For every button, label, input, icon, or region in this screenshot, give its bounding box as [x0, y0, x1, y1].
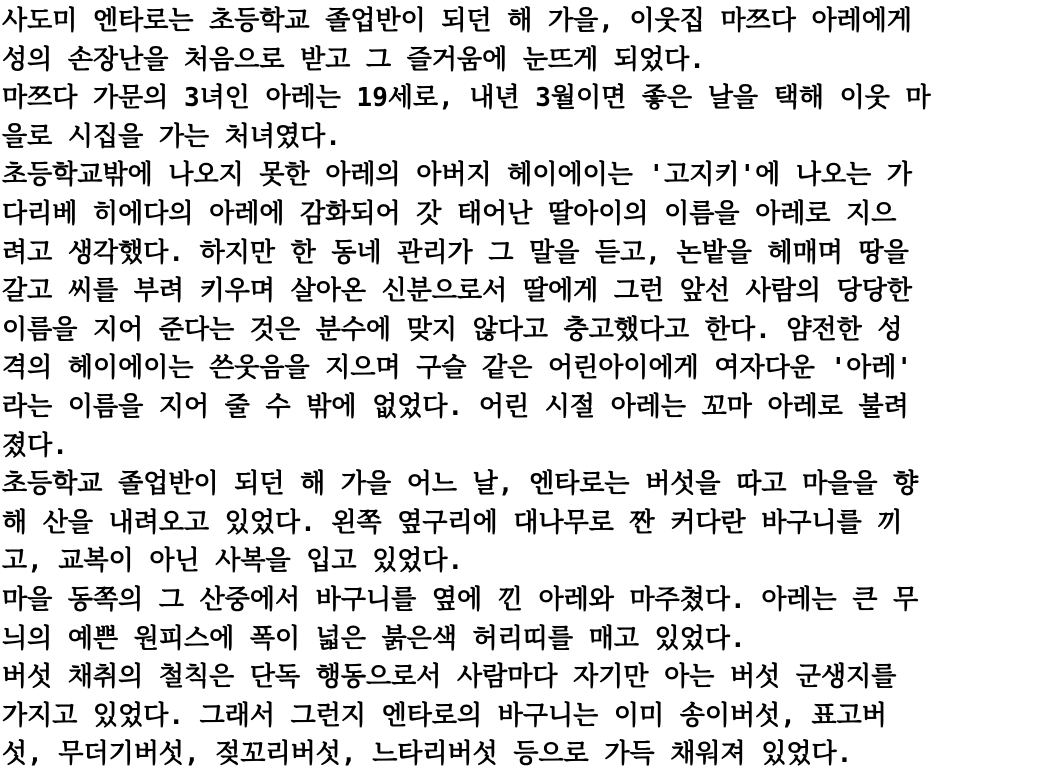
text-line: 격의 헤이에이는 쓴웃음을 지으며 구슬 같은 어린아이에게 여자다운 '아레'	[2, 353, 913, 384]
text-line: 사도미 엔타로는 초등학교 졸업반이 되던 해 가을, 이웃집 마쯔다 아레에게	[2, 6, 913, 36]
text-line: 섯, 무더기버섯, 젖꼬리버섯, 느타리버섯 등으로 가득 채워져 있었다.	[2, 739, 853, 770]
text-line: 가지고 있었다. 그래서 그런지 엔타로의 바구니는 이미 송이버섯, 표고버	[2, 700, 887, 731]
text-line: 해 산을 내려오고 있었다. 왼쪽 옆구리에 대나무로 짠 커다란 바구니를 끼	[2, 507, 903, 538]
text-line: 초등학교밖에 나오지 못한 아레의 아버지 헤이에이는 '고지키'에 나오는 가	[2, 160, 913, 191]
text-line: 초등학교 졸업반이 되던 해 가을 어느 날, 엔타로는 버섯을 따고 마을을 향	[2, 469, 919, 500]
text-line: 라는 이름을 지어 줄 수 밖에 없었다. 어린 시절 아레는 꼬마 아레로 불려	[2, 391, 909, 422]
text-line: 졌다.	[2, 430, 68, 461]
text-line: 이름을 지어 준다는 것은 분수에 맞지 않다고 충고했다고 한다. 얌전한 성	[2, 314, 903, 345]
text-line: 버섯 채취의 철칙은 단독 행동으로서 사람마다 자기만 아는 버섯 군생지를	[2, 662, 897, 693]
text-line: 려고 생각했다. 하지만 한 동네 관리가 그 말을 듣고, 논밭을 헤매며 땅을	[2, 237, 909, 268]
text-line: 갈고 씨를 부려 키우며 살아온 신분으로서 딸에게 그런 앞선 사람의 당당한	[2, 276, 913, 307]
text-line: 성의 손장난을 처음으로 받고 그 즐거움에 눈뜨게 되었다.	[2, 44, 705, 75]
text-line: 고, 교복이 아닌 사복을 입고 있었다.	[2, 546, 464, 577]
text-line: 마을 동쪽의 그 산중에서 바구니를 옆에 낀 아레와 마주쳤다. 아레는 큰 무	[2, 584, 919, 615]
text-line: 을로 시집을 가는 처녀였다.	[2, 121, 341, 152]
text-line: 다리베 히에다의 아레에 감화되어 갓 태어난 딸아이의 이름을 아레로 지으	[2, 198, 897, 229]
text-line: 늬의 예쁜 원피스에 폭이 넓은 붉은색 허리띠를 매고 있었다.	[2, 623, 746, 654]
text-line: 마쯔다 가문의 3녀인 아레는 19세로, 내년 3월이면 좋은 날을 택해 이웃 마	[2, 83, 931, 114]
